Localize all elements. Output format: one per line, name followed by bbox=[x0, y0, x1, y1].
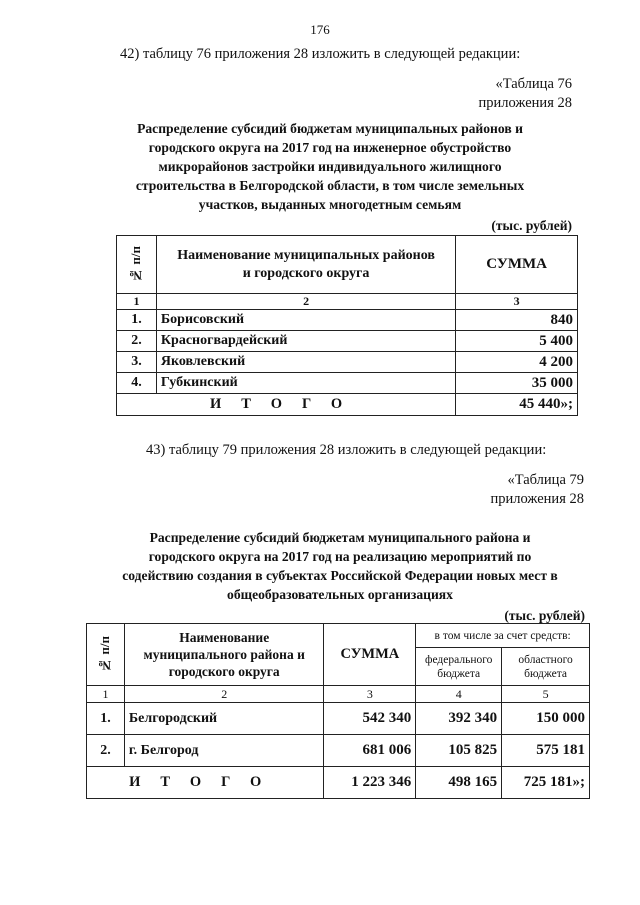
title-line: микрорайонов застройки индивидуального жилищного bbox=[158, 159, 502, 174]
col-number: 5 bbox=[502, 686, 590, 703]
table-header-row bbox=[117, 236, 578, 294]
header-name-line1: Наименование муниципальных районов bbox=[177, 247, 435, 263]
row-name: Белгородский bbox=[124, 703, 324, 735]
header-sum: СУММА bbox=[324, 624, 416, 686]
header-name-line3: городского округа bbox=[168, 664, 280, 679]
row-federal: 105 825 bbox=[416, 735, 502, 767]
title-line: Распределение субсидий бюджетам муниципальных районов и bbox=[137, 121, 523, 136]
row-name: Красногвардейский bbox=[156, 331, 455, 352]
table-79-ref-line1: «Таблица 79 bbox=[507, 472, 584, 488]
table-76-unit: (тыс. рублей) bbox=[491, 218, 572, 233]
table-79-unit: (тыс. рублей) bbox=[504, 608, 585, 623]
col-number: 2 bbox=[124, 686, 324, 703]
table-79-ref-line2: приложения 28 bbox=[490, 491, 584, 507]
header-sum: СУММА bbox=[456, 236, 578, 294]
header-num-text: № п/п bbox=[97, 636, 113, 673]
col-number: 2 bbox=[156, 294, 455, 310]
header-federal bbox=[416, 648, 502, 686]
total-federal: 498 165 bbox=[416, 767, 502, 799]
col-number: 3 bbox=[324, 686, 416, 703]
total-sum: 1 223 346 bbox=[324, 767, 416, 799]
row-num: 3. bbox=[117, 352, 157, 373]
title-line: городского округа на 2017 год на реализацию мероприятий по bbox=[148, 549, 532, 564]
row-num: 1. bbox=[117, 310, 157, 331]
row-num: 4. bbox=[117, 373, 157, 394]
total-label-cell bbox=[87, 767, 324, 799]
row-regional: 150 000 bbox=[502, 703, 590, 735]
total-row bbox=[117, 394, 578, 416]
header-num bbox=[117, 236, 157, 294]
col-number: 4 bbox=[416, 686, 502, 703]
row-regional: 575 181 bbox=[502, 735, 590, 767]
row-sum: 4 200 bbox=[456, 352, 578, 373]
table-76-ref bbox=[479, 75, 572, 113]
header-regional bbox=[502, 648, 590, 686]
title-line: участков, выданных многодетным семьям bbox=[198, 197, 462, 212]
column-number-row bbox=[87, 686, 590, 703]
table-76-title bbox=[90, 119, 570, 214]
table-row bbox=[117, 373, 578, 394]
page-number: 176 bbox=[310, 22, 330, 37]
row-sum: 840 bbox=[456, 310, 578, 331]
row-sum: 681 006 bbox=[324, 735, 416, 767]
row-num: 2. bbox=[87, 735, 125, 767]
header-federal-line1: федерального bbox=[425, 653, 493, 666]
title-line: общеобразовательных организациях bbox=[227, 587, 453, 602]
row-num: 1. bbox=[87, 703, 125, 735]
total-label: ИТОГО bbox=[129, 774, 282, 790]
table-row bbox=[117, 352, 578, 373]
header-name-line2: муниципального района и bbox=[143, 647, 305, 662]
total-regional: 725 181»; bbox=[502, 767, 590, 799]
table-row bbox=[87, 703, 590, 735]
table-row bbox=[117, 331, 578, 352]
header-federal-line2: бюджета bbox=[437, 667, 481, 680]
section-43-intro: 43) таблицу 79 приложения 28 изложить в следующей редакции: bbox=[146, 442, 547, 458]
col-number: 1 bbox=[87, 686, 125, 703]
header-name bbox=[156, 236, 455, 294]
table-76-ref-line1: «Таблица 76 bbox=[495, 76, 572, 92]
header-name-line1: Наименование bbox=[179, 630, 270, 645]
header-name-line2: и городского округа bbox=[242, 265, 370, 281]
table-header-row bbox=[87, 624, 590, 648]
title-line: содействию создания в субъектах Российской Федерации новых мест в bbox=[122, 568, 558, 583]
row-num: 2. bbox=[117, 331, 157, 352]
row-sum: 35 000 bbox=[456, 373, 578, 394]
total-sum: 45 440»; bbox=[456, 394, 578, 416]
row-name: Борисовский bbox=[156, 310, 455, 331]
table-79 bbox=[86, 623, 590, 799]
total-label-cell bbox=[117, 394, 456, 416]
header-name bbox=[124, 624, 324, 686]
column-number-row bbox=[117, 294, 578, 310]
header-num bbox=[87, 624, 125, 686]
row-name: г. Белгород bbox=[124, 735, 324, 767]
table-79-ref bbox=[491, 471, 584, 509]
title-line: Распределение субсидий бюджетам муниципального района и bbox=[149, 530, 531, 545]
col-number: 3 bbox=[456, 294, 578, 310]
table-76 bbox=[116, 235, 578, 416]
header-group: в том числе за счет средств: bbox=[416, 624, 590, 648]
section-42-intro: 42) таблицу 76 приложения 28 изложить в следующей редакции: bbox=[120, 46, 521, 62]
col-number: 1 bbox=[117, 294, 157, 310]
total-row bbox=[87, 767, 590, 799]
table-79-title bbox=[70, 528, 610, 604]
row-sum: 542 340 bbox=[324, 703, 416, 735]
total-label: ИТОГО bbox=[210, 396, 363, 412]
header-regional-line1: областного bbox=[518, 653, 573, 666]
row-federal: 392 340 bbox=[416, 703, 502, 735]
header-num-text: № п/п bbox=[128, 246, 144, 283]
title-line: городского округа на 2017 год на инженерное обустройство bbox=[148, 140, 512, 155]
title-line: строительства в Белгородской области, в том числе земельных bbox=[135, 178, 525, 193]
row-name: Губкинский bbox=[156, 373, 455, 394]
header-regional-line2: бюджета bbox=[524, 667, 568, 680]
row-sum: 5 400 bbox=[456, 331, 578, 352]
table-row bbox=[117, 310, 578, 331]
row-name: Яковлевский bbox=[156, 352, 455, 373]
table-76-ref-line2: приложения 28 bbox=[478, 95, 572, 111]
table-row bbox=[87, 735, 590, 767]
